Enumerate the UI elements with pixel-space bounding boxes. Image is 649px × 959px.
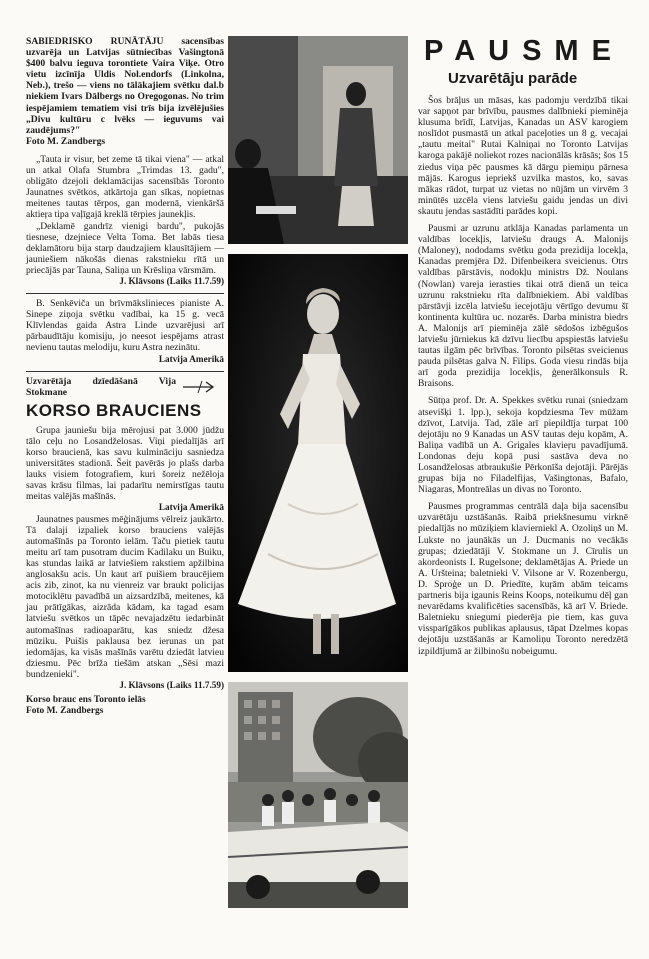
divider — [26, 293, 224, 294]
article-paragraph: Pausmes programmas centrālā daļa bija sacensību uzvarētāju uzstāšanās. Raibā priekšnesumu virknē piedalījās no mūziķiem klavierniekl A. Ozoliņš un M. Lukste no jaunākās un J. Ducmanis no vecākās grupas; dziedātāji V. Stokmane un J. Cīrulis un akordeonists I. Rugelsone; deklamētājas A. Priede un A. Uršteina; baletnieki V. Vilsone ar V. Rozenbergu, D. Sproģe un D. Priedīte, kuŗām abām teicams partneris bija igaunis Reins Koops, noteikumu dēļ gan nevarēdams kvalificēties sacensībās, kā arī V. Briede. Baletnieku sniegumi piederēja pie tiem, kas guva vissparīgākos publikas aplausus, tāpat Dzelmes kopas dejotāju uzstāšanās ar Kamoliņu Toronto neredzētā izpildījumā ar žilbinošu nobeigumu. — [418, 501, 628, 657]
article-paragraph: Sūtņa prof. Dr. A. Spekkes svētku runai (sniedzam atsevišķi 1. lpp.), sekoja kopdziesma Tev mūžam dzīvot, Latvija. Tad, zāle arī piepildīja turpat 100 dejotāju no 9 Kanadas un ASV tautas deju kopām, A. Baliņa vadībā un A. Grigales klavieŗu pavadījumā. Londonas deju kopā pusi sastāva deva no Losandželosas atbraukušie Pērkonīša dejotāji. Pārējās grupas bija no Filadelfijas, Vašingtonas, Bafalo, Niagaras, Montreālas un divas no Toronto. — [418, 395, 628, 496]
winner-caption: Uzvarētāja dzīedāšanā Vija Stokmane — [26, 375, 176, 398]
section-title-korso: KORSO BRAUCIENS — [26, 400, 202, 420]
divider — [26, 371, 224, 372]
photo-column — [228, 36, 408, 908]
article-paragraph: B. Senkēviča un brīvmākslinieces pianiste A. Sinepe ziņoja svētku vadībai, ka 15 g. vecā Klīvlendas gaida Astra Linde uzvarējusi arī pārbaudītāju komisiju, jo neesot iespējams atrast nevienu tautas melodiju, kuru Astra nezinātu. — [26, 298, 224, 354]
article-paragraph: Pausmi ar uzrunu atklāja Kanadas parlamenta un valdības locekļis, latviešu draugs A. Malonijs (Maloney), nododams svētku goda prezidija locekļa, Kanadas premjēra Dž. Difenbeikera sveicienus. Otrs valdības pārstāvis, nodokļu ministrs Dž. Noulans (Nowlan) vareja ierasties tikai otrā dienā un teica uzrunu rakstnieku rīta dalībniekiem. Abi valdības pārstāvji izcēla latviešu iecejotāju vērtīgo devumu šī kontinenta kultūra uc. nozarēs. Darba ministra biedrs A. Malonijs arī pieminēja zālē sēdošos izbēgušos latviešu jūrniekus kā dzīvu liecību apspiestās latviešu tautas ilgām pēc brīvības. Toronto pilsētas sveicienus pauda pilsētas galva N. Filips. Goda viesu rindās bija arī goda prezidija locekļis, ģenerālkonsuls R. Braisons. — [418, 223, 628, 390]
winner-caption-row — [26, 376, 224, 398]
article-paragraph: Grupa jauniešu bija mērojusi pat 3.000 jūdžu tālo ceļu no Losandželosas. Viņi piedalījās arī korso braucienā, kas savu kulmināciju sasniedza universitātes stadionā. Šeit pavērās jo plašs darba lauks visiem fotografiem, kuri šoreiz nežēloja savas krāsu filmas, lai padarītu nemirstīgas tautu meitas valējās mašīnās. — [26, 424, 224, 503]
photo-singer — [228, 254, 408, 672]
right-column — [418, 36, 628, 657]
photo-caption-speakers: SABIEDRISKO RUNĀTĀJU sacensības uzvarēja un Latvijas sūtniecības Vašingtonā $400 balvu ieguva torontiete Vaira Viķe. Otro vietu izcīnīja Uldis Nol.endorfs (Linkolna, Neb.), trešo — viens no tālākajiem svētku dal.b niekiem Ivars Dālbergs no Oregogonas. No trim iespējamiem tematiem visi trīs bija izvēlējušies „Divu kultūru c lvēks — ieguvums vai zaudējums?" — [26, 36, 224, 136]
photo-speaker — [228, 36, 408, 244]
signature: J. Klāvsons (Laiks 11.7.59) — [119, 679, 224, 690]
page-subtitle: Uzvarētāju parāde — [448, 70, 578, 87]
photo-korso-parade — [228, 682, 408, 908]
left-column — [26, 36, 224, 717]
article-paragraph: „Deklamē gandrīz vienigi bardu", pukojās tiesnese, dzejniece Velta Toma. Bet labās tiesa deklamātoru bija starp daudzajiem klausītājiem — jauniešiem nākošās dienas rakstnieku rītā un priecājās par Tauna, Saliņa un Krēsliņa vārsmām. — [26, 220, 224, 276]
signature: Latvija Amerikā — [158, 353, 224, 364]
arrow-icon — [182, 380, 216, 394]
photo-caption-korso: Korso brauc ens Toronto ielās Foto M. Zandbergs — [26, 695, 146, 717]
photo-credit: Foto M. Zandbergs — [26, 135, 106, 147]
signature: Latvija Amerikā — [158, 502, 224, 513]
signature: J. Klāvsons (Laiks 11.7.59) — [119, 275, 224, 286]
article-paragraph: Šos brāļus un māsas, kas padomju verdzībā tikai var sapņot par brīvību, pausmes dalībnieki pieminēja klusuma brīdī, Latvijas, Kanadas un ASV karogiem noslīdot pusmastā un atkal paceļoties un 8 g. vecajai „tautu meitai" Rutai Kalniņai no Toronto Latvijas karoga pakājē noliekot rozes nacionālās krāsās; šos 15 ziedus viņa pēc pausmes kā dārgu piemiņu pārnesa mājās. Karogus iepriekš uzvilka mastos, ko, savas mākas rādot, turpat uz vietas no nūjām un virvēm 3 minūtēs uzcēla viens latviešu gaidu jendas un divi skautu jendas sastādīti parādes kopi. — [418, 95, 628, 217]
page-title: PAUSME — [424, 35, 624, 67]
article-paragraph: Jaunatnes pausmes mēģinājums vēlreiz jaukārto. Tā dalaji izpaliek korso brauciens valējās automašīnās pa Toronto ielām. Taču pietiek tautu meitu arī tam pusotram ducim Kadilaku un Buiku, kas stundas laikā ar latviešiem rakstiem apžilbina anglosakšu acis. Un kaut arī puišiem braucējiem acis zib, zinot, ka nu vienreiz var braukt policijas motociklētu pavadībā un aizsardzībā, meitenes, kā jau prātīgākas, aizrāda kādam, ka tagad esam latviešu svētkos un tāpēc nevajadzētu iedarbināt automašīnas radioaparātu, kas sniedz džesa mūziku. Puišis paklausa bez ierunas un pat iedomājas, ka visās mašīnās varētu dziedāt latvieu dziesmu. Pēc brīža tiešām atskan „Sēsi mazi bundzenieki". — [26, 513, 224, 680]
article-paragraph: „Tauta ir visur, bet zeme tā tikai viena" — atkal un atkal Olafa Stumbra „Trimdas 13. gadu", obligāto dzejoli deklamācijas sacensībās Toronto Jaunatnes svētkos, atkārtoja gan sīkas, nopietnas meitenes tautas tērpos, gan modernā, vienkāršā aktieŗa tipa vaļīgajā kreklā tērpies jaunekļis. — [26, 153, 224, 221]
